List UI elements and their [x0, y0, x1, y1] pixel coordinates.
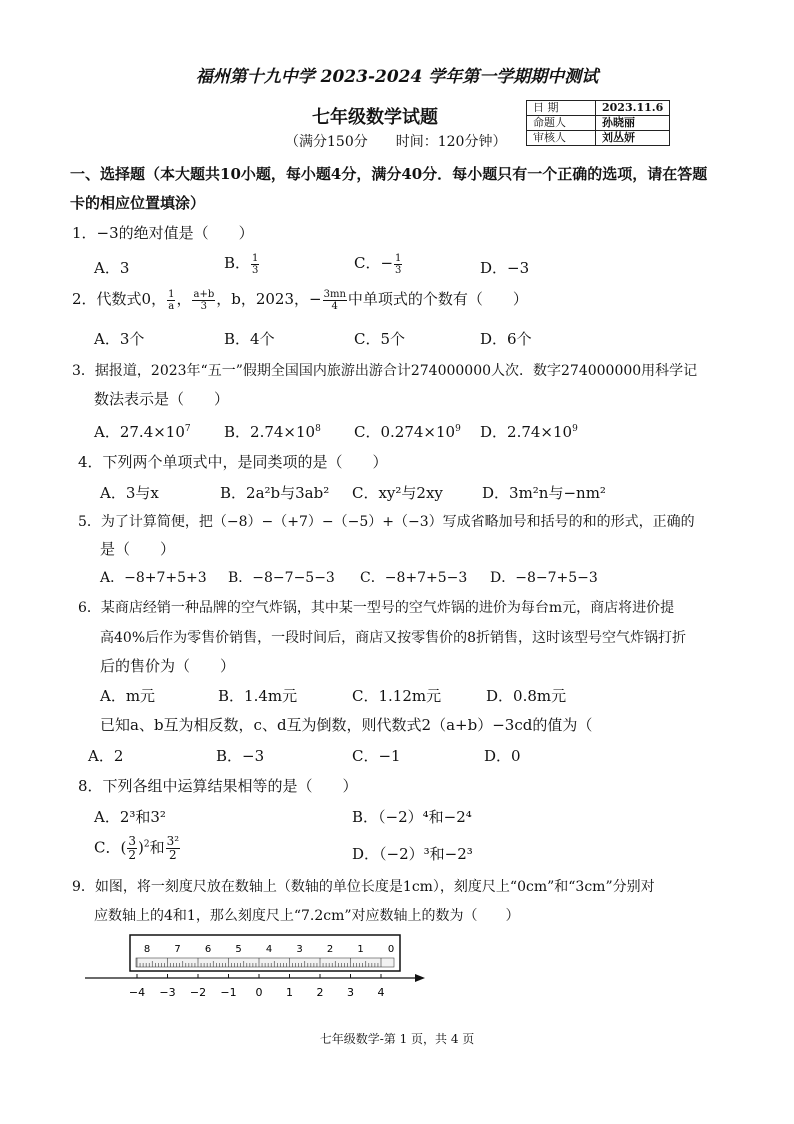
info-value: 2023.11.6 — [596, 101, 670, 116]
ruler-label: 3 — [296, 944, 303, 955]
q3-option-d: D．$2.74\times 10^9$ — [480, 423, 578, 441]
q3-stem-cont: 数法表示是（ ） — [94, 390, 230, 408]
q3-option-b: B．$2.74\times 10^8$ — [224, 423, 321, 441]
q2-option-b: B．4个 — [224, 330, 275, 348]
exam-title: 七年级数学试题 — [312, 107, 438, 128]
ruler-label: 5 — [235, 944, 242, 955]
q7-option-a: A．2 — [88, 747, 124, 765]
q6-option-b: B．1.4m元 — [218, 687, 298, 705]
axis-label: −1 — [220, 986, 237, 999]
info-row — [527, 101, 670, 116]
page-footer: 七年级数学-第 1 页，共 4 页 — [319, 1032, 475, 1046]
q1-option-a: A．3 — [94, 259, 130, 277]
q5-option-c: C．−8+7+5−3 — [360, 570, 468, 586]
axis-label: 0 — [255, 986, 263, 999]
school-title: 福州第十九中学 2023-2024 学年第一学期期中测试 — [195, 67, 599, 87]
ruler-label: 1 — [357, 944, 364, 955]
q6-stem: 6．某商店经销一种品牌的空气炸锅，其中某一型号的空气炸锅的进价为每台m元，商店将进价提 — [78, 600, 675, 616]
exam-subtitle: （满分150分 时间：120分钟） — [285, 134, 507, 150]
info-value: 刘丛妍 — [596, 131, 670, 146]
axis-label: 1 — [286, 986, 293, 999]
q7-option-b: B．−3 — [216, 747, 265, 765]
q6-stem-cont2: 后的售价为（ ） — [100, 657, 236, 675]
ruler-number-line-figure — [80, 930, 440, 1005]
info-value: 孙晓丽 — [596, 116, 670, 131]
axis-label: 2 — [316, 986, 324, 999]
q2-option-c: C．5个 — [354, 330, 406, 348]
q1-stem: 1．−3的绝对值是（ ） — [72, 224, 254, 242]
q1-option-b: B． $\frac{1}{3}$ — [224, 252, 259, 276]
q8-option-b: B．（−2）⁴和−2⁴ — [352, 808, 472, 826]
ruler-label: 7 — [174, 944, 181, 955]
axis-arrow-icon — [415, 974, 425, 982]
ruler-label: 0 — [387, 944, 395, 955]
axis-labels — [129, 986, 385, 999]
q2-stem: 2．代数式0， $\frac{1}{a}$ ， $\frac{a+b}{3}$ ，b，2023，− $\frac{3mn}{4}$ 中单项式的个数有（ ） — [72, 288, 528, 312]
q4-option-b: B．2a²b与3ab² — [220, 484, 330, 502]
q5-option-d: D．−8−7+5−3 — [490, 570, 598, 586]
info-key: 命题人 — [527, 116, 596, 131]
axis-label: −3 — [159, 986, 176, 999]
q2-option-d: D．6个 — [480, 330, 532, 348]
q1-option-d: D．−3 — [480, 259, 530, 277]
ruler-label: 2 — [326, 944, 334, 955]
q7-option-c: C．−1 — [352, 747, 401, 765]
q8-option-d: D．（−2）³和−2³ — [352, 845, 473, 863]
axis-label: 3 — [347, 986, 354, 999]
q4-option-a: A．3与x — [100, 484, 159, 502]
q3-option-a: A．$27.4\times 10^7$ — [94, 423, 191, 441]
q5-option-b: B．−8−7−5−3 — [228, 570, 335, 586]
q7-option-d: D．0 — [484, 747, 521, 765]
q6-option-c: C．1.12m元 — [352, 687, 442, 705]
q3-option-c: C．$0.274\times 10^9$ — [354, 423, 461, 441]
q3-stem: 3．据报道，2023年“五一”假期全国国内旅游出游合计274000000人次．数字274000000用科学记 — [72, 363, 698, 379]
q2-option-a: A．3个 — [94, 330, 145, 348]
q4-option-d: D．3m²n与−nm² — [482, 484, 606, 502]
exam-info-table — [526, 100, 670, 146]
info-row — [527, 116, 670, 131]
info-row — [527, 131, 670, 146]
q4-option-c: C．xy²与2xy — [352, 484, 443, 502]
q4-stem: 4．下列两个单项式中，是同类项的是（ ） — [78, 453, 388, 471]
q7-stem: 已知a、b互为相反数，c、d互为倒数，则代数式2（a+b）−3cd的值为（ — [100, 716, 593, 734]
info-key: 审核人 — [527, 131, 596, 146]
q8-option-c: C．( $\frac{3}{2}$ )$^2$和 $\frac{\text{3²}}{2}$ — [94, 834, 180, 862]
ruler-label: 4 — [265, 944, 273, 955]
axis-label: 4 — [377, 986, 385, 999]
axis-label: −2 — [189, 986, 207, 999]
ruler-label: 6 — [204, 944, 212, 955]
info-key: 日 期 — [527, 101, 596, 116]
q6-option-a: A．m元 — [100, 687, 156, 705]
q8-option-a: A．2³和3² — [94, 808, 166, 826]
q8-stem: 8．下列各组中运算结果相等的是（ ） — [78, 777, 358, 795]
q5-stem-cont: 是（ ） — [100, 540, 176, 558]
q5-option-a: A．−8+7+5+3 — [100, 570, 207, 586]
q6-option-d: D．0.8m元 — [486, 687, 567, 705]
ruler-label: 8 — [143, 944, 151, 955]
axis-label: −4 — [128, 986, 146, 999]
section-heading: 一、选择题（本大题共10小题，每小题4分，满分40分．每小题只有一个正确的选项，请在答题 — [70, 165, 708, 183]
q9-stem: 9．如图，将一刻度尺放在数轴上（数轴的单位长度是1cm），刻度尺上“0cm”和“3cm”分别对 — [72, 879, 655, 895]
q9-stem-cont: 应数轴上的4和1，那么刻度尺上“7.2cm”对应数轴上的数为（ ） — [94, 908, 520, 924]
q6-stem-cont: 高40%后作为零售价销售，一段时间后，商店又按零售价的8折销售，这时该型号空气炸锅打折 — [100, 630, 687, 646]
q5-stem: 5．为了计算简便，把（−8）−（+7）−（−5）+（−3）写成省略加号和括号的和的形式，正确的 — [78, 514, 695, 530]
q1-option-c: C．− $\frac{1}{3}$ — [354, 252, 402, 276]
section-heading-cont: 卡的相应位置填涂） — [70, 194, 206, 212]
